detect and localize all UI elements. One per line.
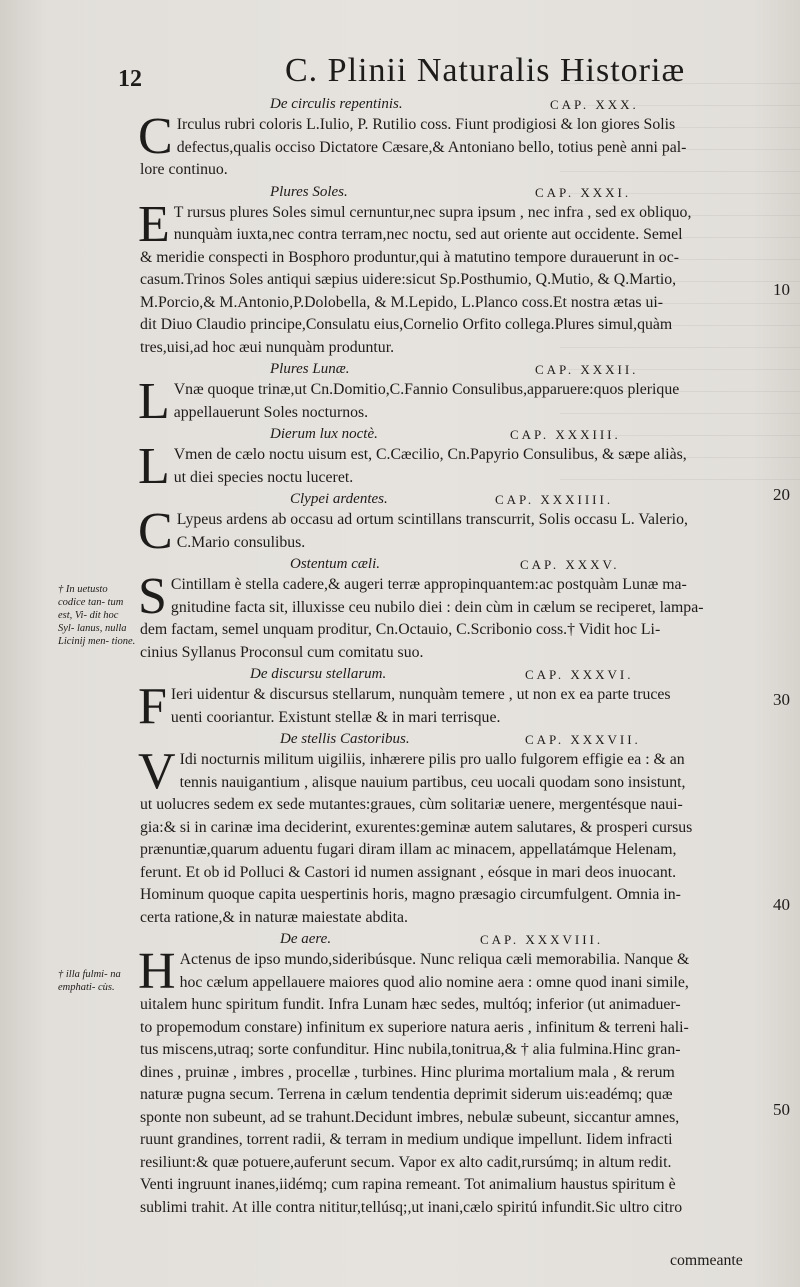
drop-cap-initial: S	[138, 568, 167, 625]
drop-cap-initial: C	[138, 503, 173, 560]
text-line: Lypeus ardens ab occasu ad ortum scintillans transcurrit, Solis occasu L. Valerio,	[176, 511, 688, 528]
chapter-title: De aere.	[280, 931, 332, 947]
chapter-text	[138, 743, 770, 929]
text-line: resiliunt:& quæ potuere,auferunt secum. Vapor ex alto cadit,rursúmq; in altum redit.	[140, 1153, 672, 1171]
text-line: tus miscens,utraq; sorte confunditur. Hinc nubila,tonitrua,& † alia fulmina.Hinc gran-	[140, 1041, 681, 1058]
chapter-text	[138, 943, 770, 1219]
text-line: sponte non subeunt, ad se trahunt.Decidunt imbres, nebulæ subeunt, siccantur amnes,	[140, 1108, 680, 1126]
text-line: Vmen de cælo noctu uisum est, C.Cæcilio, Cn.Papyrio Consulibus, & sæpe aliàs,	[173, 446, 687, 463]
text-line: Cintillam è stella cadere,& augeri terræ appropinquantem:ac postquàm Lunæ ma-	[170, 576, 687, 593]
chapter-text	[138, 503, 770, 560]
text-line: defectus,qualis occiso Dictatore Cæsare,& Antoniano bello, totius penè anni pal-	[176, 138, 687, 156]
chapter-text	[138, 373, 770, 430]
line-number-40: 40	[773, 895, 790, 914]
chapter-number: CAP. XXXI.	[535, 184, 632, 200]
chapter-title: Plures Lunæ.	[270, 361, 350, 377]
text-line: certa ratione,& in naturæ maiestate abdita.	[140, 908, 408, 926]
text-line: hoc cælum appellauere maiores quod alio nomine aera : omne quod inani simile,	[179, 973, 689, 991]
chapter-heading	[140, 666, 770, 684]
text-line: to propemodum constare) infinitum ex superiore natura aeris , infinitum & terreni hali-	[140, 1018, 689, 1036]
text-line: Actenus de ipso mundo,sideribúsque. Nunc reliqua cæli memorabilia. Nanque &	[179, 951, 690, 968]
chapter-heading	[140, 96, 770, 114]
running-title: C. Plinii Naturalis Historiæ	[285, 52, 686, 89]
chapter-title: Dierum lux noctè.	[270, 426, 378, 442]
text-line: naturæ pugna secum. Terrena in cælum tendentia deprimit siderum uis:eadémq; quæ	[140, 1086, 673, 1103]
chapter-title: Ostentum cæli.	[290, 556, 380, 572]
text-line: casum.Trinos Soles antiqui sæpius uidere:sicut Sp.Posthumio, Q.Mutio, & Q.Martio,	[140, 271, 677, 288]
text-line: prænuntiæ,quarum aduentu fugari diram illam ac minacem, appellatámque Helenam,	[140, 841, 677, 858]
text-line: gia:& si in carinæ ima deciderint, exurentes:geminæ autem salutares, & prosperi cursus	[140, 818, 693, 836]
chapter-number: CAP. XXXII.	[535, 362, 639, 377]
text-line: ruunt grandines, torrent radii, & terram in medium undique impellunt. Iidem infracti	[140, 1131, 673, 1148]
text-line: tres,uisi,ad hoc æui nunquàm produntur.	[140, 338, 395, 356]
text-line: ut uolucres sedem ex sede mutantes:graues, cùm solitariæ uenere, mergentésque naui-	[140, 796, 683, 813]
text-line: Vnæ quoque trinæ,ut Cn.Domitio,C.Fannio Consulibus,apparuere:quos plerique	[173, 381, 680, 398]
chapter-text	[138, 108, 770, 182]
line-number-30: 30	[773, 690, 790, 709]
drop-cap-initial: L	[138, 438, 170, 495]
text-line: dit Diuo Claudio principe,Consulatu eius,Cornelio Orfito collega.Plures simul,quàm	[140, 316, 673, 333]
text-line: lore continuo.	[140, 161, 228, 178]
chapter-number: CAP. XXXV.	[520, 557, 620, 572]
text-line: tennis nauigantium , alisque nauium partibus, ceu uocali quodam sono insistunt,	[179, 773, 686, 791]
chapter-heading	[140, 931, 770, 949]
text-line: Irculus rubri coloris L.Iulio, P. Rutilio coss. Fiunt prodigiosi & lon giores Solis	[176, 116, 676, 133]
drop-cap-initial: H	[138, 943, 176, 1000]
chapter-heading	[140, 184, 770, 202]
chapter-heading	[140, 361, 770, 379]
text-line: ut diei species noctu luceret.	[173, 468, 354, 486]
text-line: appellauerunt Soles nocturnos.	[173, 403, 369, 421]
text-line: dines , pruinæ , imbres , procellæ , turbines. Hinc plurima mortalium mala , & rerum	[140, 1063, 675, 1081]
text-line: cinius Syllanus Proconsul cum comitatu suo.	[140, 643, 424, 661]
chapter-text	[138, 568, 770, 664]
text-line: Venti ingruunt inanes,iidémq; cum rapina remeant. Tot animalium haustus spiritum è	[140, 1176, 676, 1193]
text-line: Ieri uidentur & discursus stellarum, nunquàm temere , ut non ex ea parte truces	[170, 686, 671, 703]
drop-cap-initial: E	[138, 195, 170, 253]
chapter-text	[138, 438, 770, 495]
chapter-heading	[140, 556, 770, 574]
drop-cap-initial: F	[138, 678, 167, 735]
text-line: nunquàm iuxta,nec contra terram,nec noctu, sed aut oriente aut occidente. Semel	[173, 226, 683, 243]
drop-cap-initial: V	[138, 743, 176, 800]
text-line: ferunt. Et ob id Polluci & Castori id numen assignant , eósque in mari deos inuocant.	[140, 863, 677, 881]
text-line: C.Mario consulibus.	[176, 533, 306, 551]
text-line: Hominum quoque capita uespertinis horis, magno præsagio circumfulgent. Omnia in-	[140, 886, 681, 903]
chapter-text	[138, 678, 770, 735]
catchword: commeante	[670, 1252, 743, 1269]
chapter-number: CAP. XXXVIII.	[480, 932, 604, 947]
text-line: & meridie conspecti in Bosphoro produntur,qui à matutino tempore durauerunt in oc-	[140, 248, 679, 266]
text-line: uitalem hunc spiritum fundit. Infra Lunam hæc sedes, multóq; inferior (ut animaduer-	[140, 996, 681, 1013]
text-line: uenti cooriantur. Existunt stellæ & in mari terrisque.	[170, 708, 501, 726]
chapter-title: Clypei ardentes.	[290, 491, 388, 507]
page-number: 12	[118, 66, 142, 92]
line-number-10: 10	[773, 280, 790, 299]
chapter-title: De discursu stellarum.	[250, 666, 387, 682]
text-line: sublimi trahit. At ille contra nititur,tellúsq;,ut inani,cælo spiritú infundit.Sic ultro citro	[140, 1198, 683, 1216]
margin-note-2: † illa fulmi- na emphati- cùs.	[58, 969, 121, 993]
text-line: gnitudine facta sit, illuxisse ceu nubilo diei : dein cùm in cælum se reciperet, lampa-	[170, 598, 704, 616]
page-body	[140, 94, 770, 1219]
drop-cap-initial: L	[138, 373, 170, 430]
text-line: Idi nocturnis militum uigiliis, inhærere pilis pro uallo fulgorem effigie ea : & an	[179, 751, 685, 768]
chapter-number: CAP. XXXIIII.	[495, 492, 614, 507]
chapter-title: Plures Soles.	[270, 183, 348, 200]
chapter-title: De circulis repentinis.	[270, 96, 403, 112]
chapter-number: CAP. XXXVI.	[525, 667, 634, 682]
text-line: dem factam, semel unquam proditur, Cn.Octauio, C.Scribonio coss.† Vidit hoc Li-	[140, 621, 661, 638]
chapter-title: De stellis Castoribus.	[280, 731, 410, 747]
chapter-number: CAP. XXX.	[550, 97, 639, 112]
chapter-heading	[140, 731, 770, 749]
chapter-number: CAP. XXXVII.	[525, 732, 641, 747]
text-line: M.Porcio,& M.Antonio,P.Dolobella, & M.Lepido, L.Planco coss.Et nostra ætas ui-	[140, 293, 664, 311]
text-line: T rursus plures Soles simul cernuntur,nec supra ipsum , nec infra , sed ex obliquo,	[173, 203, 692, 221]
chapter-heading	[140, 491, 770, 509]
chapter-text	[138, 195, 770, 360]
chapter-heading	[140, 426, 770, 444]
chapter-number: CAP. XXXIII.	[510, 427, 621, 442]
line-number-20: 20	[773, 485, 790, 504]
line-number-50: 50	[773, 1100, 790, 1119]
drop-cap-initial: C	[138, 108, 173, 165]
margin-note-1: † In uetusto codice tan- tum est, Vi- dit hoc Syl- lanus, nulla Licinij men- tione.	[58, 584, 136, 647]
